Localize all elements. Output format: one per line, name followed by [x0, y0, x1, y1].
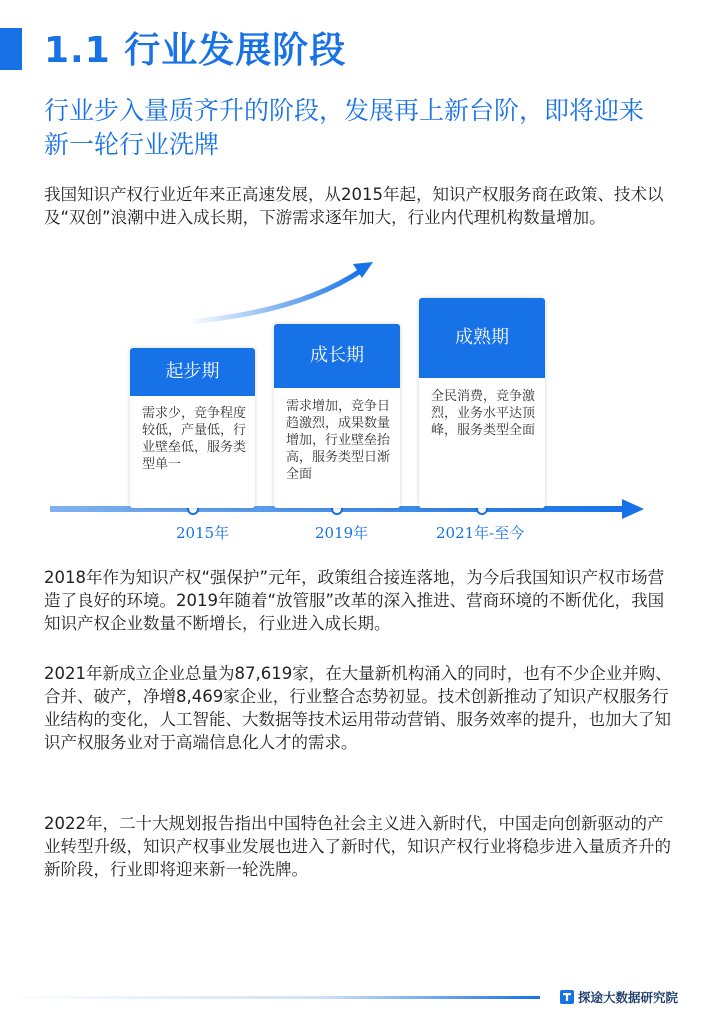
body-paragraph: 2022年，二十大规划报告指出中国特色社会主义进入新时代，中国走向创新驱动的产业转型升级，知识产权事业发展也进入了新时代，知识产权行业将稳步进入量质齐升的新阶段，行业即将迎来新一轮洗牌。 — [44, 814, 671, 879]
development-timeline — [0, 250, 716, 550]
stage-description: 全民消费，竞争激烈，业务水平达顶峰，服务类型全面 — [431, 389, 536, 438]
title-accent-bar — [0, 28, 22, 70]
timeline-arrowhead-icon — [622, 499, 644, 519]
stage-title: 成长期 — [274, 324, 400, 388]
footer-divider — [0, 996, 540, 999]
year-label: 2019年 — [315, 524, 369, 542]
year-label: 2021年-至今 — [436, 524, 525, 542]
stage-description: 需求少，竞争程度较低，产量低，行业壁垒低，服务类型单一 — [142, 406, 247, 472]
stage-card-startup — [130, 348, 255, 508]
body-paragraph: 2018年作为知识产权“强保护”元年，政策组合接连落地，为今后我国知识产权市场营造了良好的环境。2019年随着“放管服”改革的深入推进、营商环境的不断优化，我国知识产权企业数量不断增长，行业进入成长期。 — [44, 568, 665, 633]
stage-title: 成熟期 — [419, 298, 545, 378]
page-subtitle: 行业步入量质齐升的阶段，发展再上新台阶，即将迎来新一轮行业洗牌 — [44, 96, 645, 159]
stage-title: 起步期 — [130, 348, 255, 396]
year-label: 2015年 — [176, 524, 230, 542]
page-title: 1.1 行业发展阶段 — [44, 30, 347, 71]
footer-brand — [560, 988, 678, 1006]
growth-arrow-icon — [188, 270, 362, 322]
stage-description: 需求增加，竞争日趋激烈，成果数量增加，行业壁垒抬高，服务类型日渐全面 — [286, 399, 391, 482]
brand-logo-icon — [560, 990, 574, 1004]
body-paragraph: 2021年新成立企业总量为87,619家，在大量新机构涌入的同时，也有不少企业并购、合并、破产，净增8,469家企业，行业整合态势初显。技术创新推动了知识产权服务行业结构的变化，人工智能、大数据等技术运用带动营销、服务效率的提升，也加大了知识产权服务业对于高端信息化人才的需求。 — [44, 664, 672, 752]
stage-card-growth — [274, 324, 400, 508]
brand-name: 探途大数据研究院 — [578, 990, 679, 1005]
intro-paragraph: 我国知识产权行业近年来正高速发展，从2015年起，知识产权服务商在政策、技术以及“双创”浪潮中进入成长期，下游需求逐年加大，行业内代理机构数量增加。 — [44, 185, 664, 227]
stage-card-mature — [419, 298, 545, 508]
